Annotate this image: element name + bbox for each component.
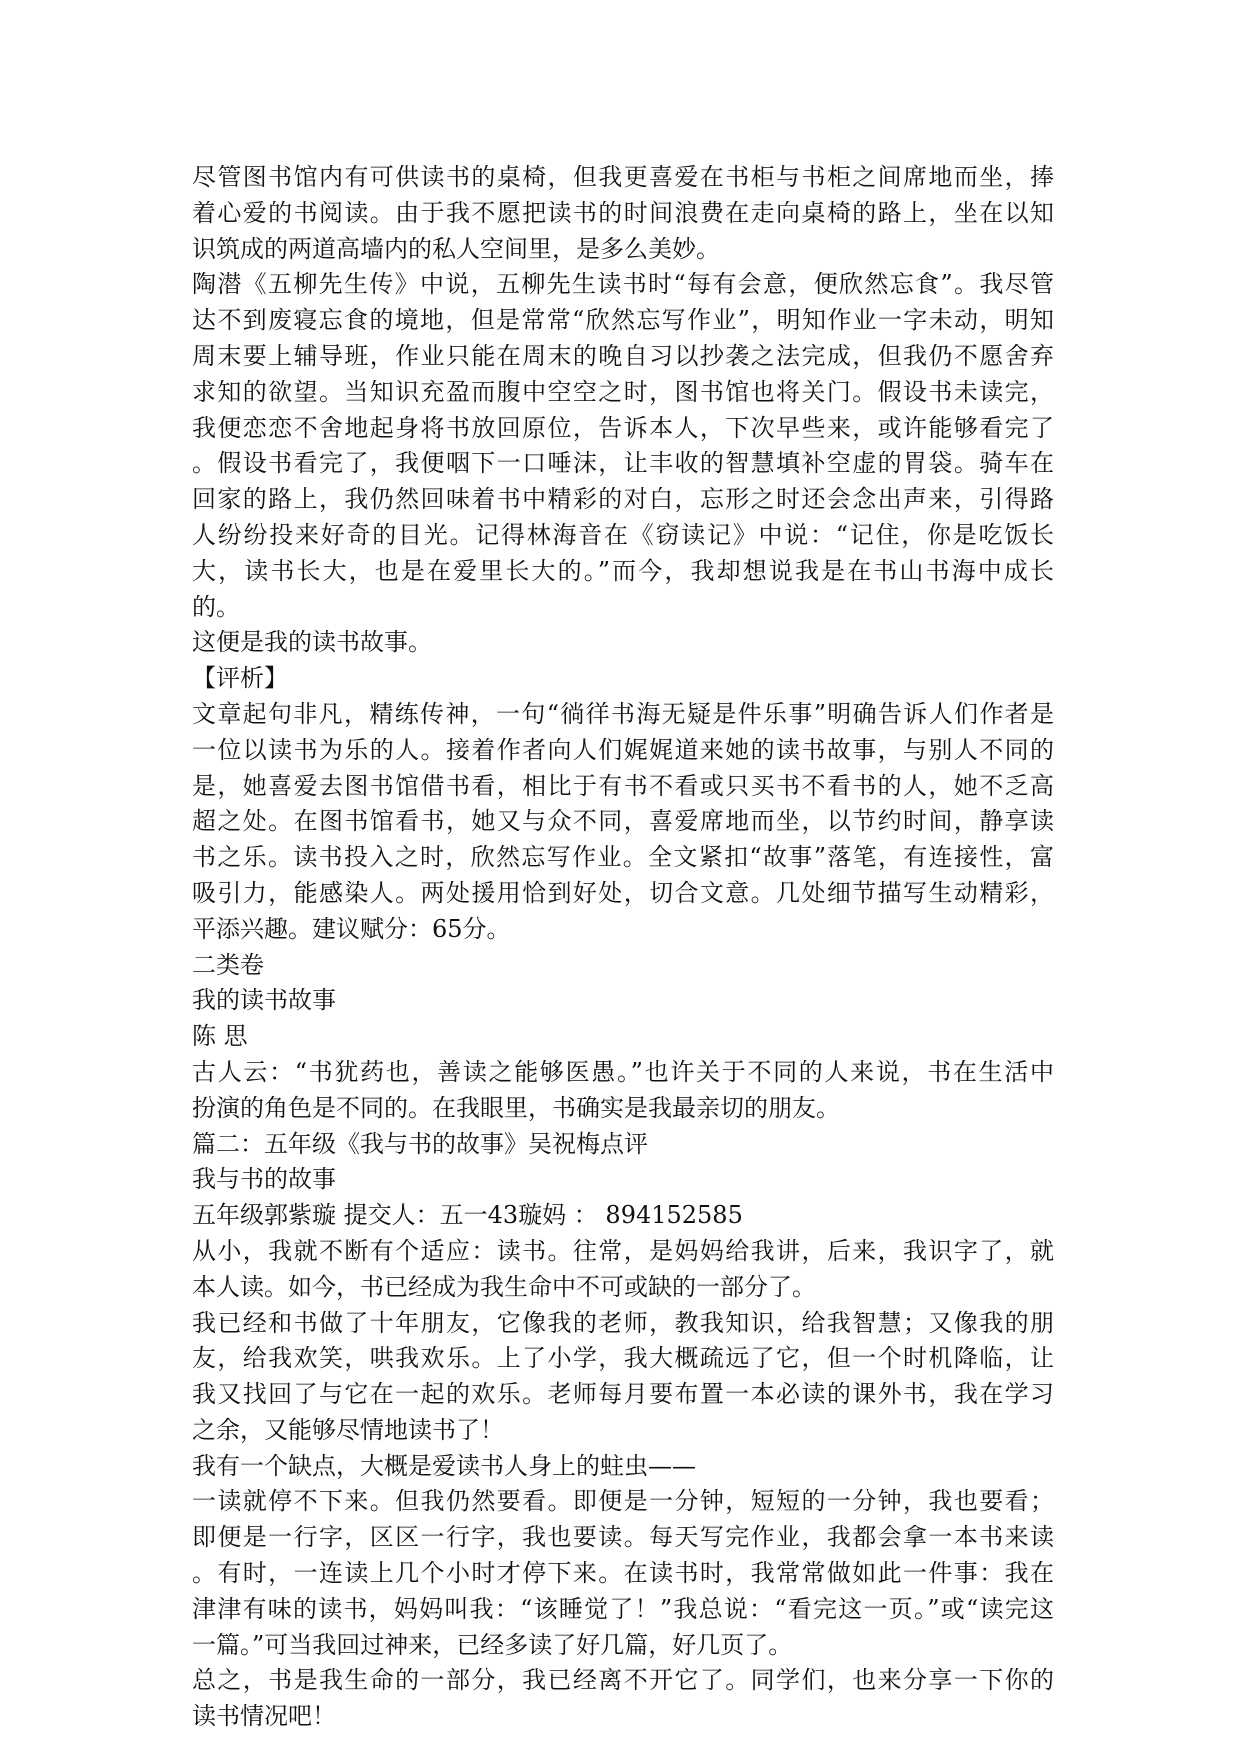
text-line: 我的读书故事 xyxy=(192,986,336,1015)
text-line: 着心爱的书阅读。由于我不愿把读书的时间浪费在走向桌椅的路上，坐在以知 xyxy=(192,198,1054,227)
text-line: 我已经和书做了十年朋友，它像我的老师，教我知识，给我智慧；又像我的朋 xyxy=(192,1308,1054,1337)
text-line: 友，给我欢笑，哄我欢乐。上了小学，我大概疏远了它，但一个时机降临，让 xyxy=(192,1344,1054,1373)
text-line: 这便是我的读书故事。 xyxy=(192,628,432,657)
text-line: 是，她喜爱去图书馆借书看，相比于有书不看或只买书不看书的人，她不乏高 xyxy=(192,771,1054,800)
text-line: 篇二：五年级《我与书的故事》吴祝梅点评 xyxy=(192,1129,648,1158)
text-line: 陶潜《五柳先生传》中说，五柳先生读书时“每有会意，便欣然忘食”。我尽管 xyxy=(192,270,1054,299)
text-line: 。假设书看完了，我便咽下一口唾沫，让丰收的智慧填补空虚的胃袋。骑车在 xyxy=(192,449,1054,478)
text-line: 求知的欲望。当知识充盈而腹中空空之时，图书馆也将关门。假设书未读完， xyxy=(192,377,1054,406)
text-line: 总之，书是我生命的一部分，我已经离不开它了。同学们，也来分享一下你的 xyxy=(192,1666,1054,1695)
text-line: 我又找回了与它在一起的欢乐。老师每月要布置一本必读的课外书，我在学习 xyxy=(192,1380,1054,1409)
text-line: 识筑成的两道高墙内的私人空间里，是多么美妙。 xyxy=(192,234,720,263)
text-line: 即便是一行字，区区一行字，我也要读。每天写完作业，我都会拿一本书来读 xyxy=(192,1523,1054,1552)
text-line: 达不到废寝忘食的境地，但是常常“欣然忘写作业”，明知作业一字未动，明知 xyxy=(192,306,1054,335)
text-line: 平添兴趣。建议赋分：65分。 xyxy=(192,914,511,943)
text-line: 【评析】 xyxy=(192,664,288,693)
text-line: 一位以读书为乐的人。接着作者向人们娓娓道来她的读书故事，与别人不同的 xyxy=(192,735,1054,764)
text-line: 超之处。在图书馆看书，她又与众不同，喜爱席地而坐，以节约时间，静享读 xyxy=(192,807,1054,836)
text-line: 一篇。”可当我回过神来，已经多读了好几篇，好几页了。 xyxy=(192,1630,793,1659)
text-line: 回家的路上，我仍然回味着书中精彩的对白，忘形之时还会念出声来，引得路 xyxy=(192,485,1054,514)
text-line: 五年级郭紫璇 提交人：五一43璇妈 ： 894152585 xyxy=(192,1201,743,1230)
text-line: 二类卷 xyxy=(192,950,264,979)
text-line: 从小，我就不断有个适应：读书。往常，是妈妈给我讲，后来，我识字了，就 xyxy=(192,1236,1054,1265)
text-line: 一读就停不下来。但我仍然要看。即便是一分钟，短短的一分钟，我也要看； xyxy=(192,1487,1054,1516)
text-line: 陈 思 xyxy=(192,1022,248,1051)
document-page xyxy=(192,160,1054,1735)
text-line: 扮演的角色是不同的。在我眼里，书确实是我最亲切的朋友。 xyxy=(192,1093,840,1122)
text-line: 书之乐。读书投入之时，欣然忘写作业。全文紧扣“故事”落笔，有连接性，富 xyxy=(192,843,1054,872)
text-line: 尽管图书馆内有可供读书的桌椅，但我更喜爱在书柜与书柜之间席地而坐，捧 xyxy=(192,163,1054,191)
text-line: 人纷纷投来好奇的目光。记得林海音在《窃读记》中说：“记住，你是吃饭长 xyxy=(192,520,1054,549)
text-line: 的。 xyxy=(192,592,240,621)
text-line: 文章起句非凡，精练传神，一句“徜徉书海无疑是件乐事”明确告诉人们作者是 xyxy=(192,699,1054,728)
text-line: 我与书的故事 xyxy=(192,1165,336,1194)
text-line: 本人读。如今，书已经成为我生命中不可或缺的一部分了。 xyxy=(192,1272,816,1301)
text-line: 大，读书长大，也是在爱里长大的。”而今，我却想说我是在书山书海中成长 xyxy=(192,556,1054,585)
text-line: 吸引力，能感染人。两处援用恰到好处，切合文意。几处细节描写生动精彩， xyxy=(192,878,1054,907)
text-line: 周末要上辅导班，作业只能在周末的晚自习以抄袭之法完成，但我仍不愿舍弃 xyxy=(192,341,1054,370)
text-line: 津津有味的读书，妈妈叫我：“该睡觉了！”我总说：“看完这一页。”或“读完这 xyxy=(192,1594,1054,1623)
text-line: 之余，又能够尽情地读书了！ xyxy=(192,1415,504,1444)
text-line: 我便恋恋不舍地起身将书放回原位，告诉本人，下次早些来，或许能够看完了 xyxy=(192,413,1054,442)
text-line: 。有时，一连读上几个小时才停下来。在读书时，我常常做如此一件事：我在 xyxy=(192,1559,1054,1588)
text-line: 古人云：“书犹药也，善读之能够医愚。”也许关于不同的人来说，书在生活中 xyxy=(192,1057,1054,1086)
text-line: 我有一个缺点，大概是爱读书人身上的蛀虫—— xyxy=(192,1451,696,1480)
text-line: 读书情况吧！ xyxy=(192,1702,336,1731)
